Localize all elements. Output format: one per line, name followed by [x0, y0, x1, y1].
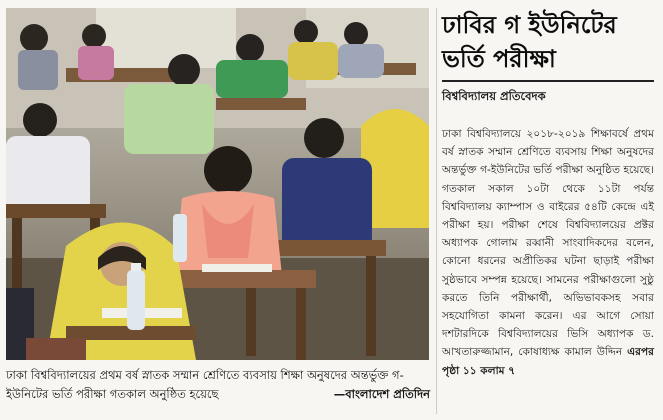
- article-body-text: ঢাকা বিশ্ববিদ্যালয়ে ২০১৮-২০১৯ শিক্ষাবর্ষে প্রথম বর্ষ স্নাতক সম্মান শ্রেণিতে ব্যবসায় শিক্ষা অনুষদের অন্তর্ভুক্ত গ-ইউনিটের ভর্তি পরীক্ষা অনুষ্ঠিত হয়েছে। গতকাল সকাল ১০টা থেকে ১১টা পর্যন্ত বিশ্ববিদ্যালয় ক্যাম্পাস ও বাইরের ৫৪টি কেন্দ্রে এই পরীক্ষা হয়। পরীক্ষা শেষে বিশ্ববিদ্যালয়ের প্রক্টর অধ্যাপক গোলাম রব্বানী সাংবাদিকদের বলেন, কোনো ধরনের অপ্রীতিকর ঘটনা ছাড়াই পরীক্ষা সুষ্ঠভাবে সম্পন্ন হয়েছে। সামনের পরীক্ষাগুলো সুষ্ঠু করতে তিনি পরীক্ষার্থী, অভিভাবকসহ সবার সহযোগিতা কামনা করেন। এর আগে সোয়া দশটারদিকে বিশ্ববিদ্যালয়ের ভিসি অধ্যাপক ড. আখতারুজ্জামান, কোষাধ্যক্ষ কামাল উদ্দিন: [442, 128, 654, 359]
- reporter-byline: বিশ্ববিদ্যালয় প্রতিবেদক: [442, 89, 546, 103]
- headline-line-1: ঢাবির গ ইউনিটের: [442, 10, 617, 39]
- headline: [442, 8, 654, 76]
- photo-credit: —বাংলাদেশ প্রতিদিন: [333, 387, 430, 401]
- exam-hall-illustration: [6, 8, 429, 360]
- headline-line-2: ভর্তি পরীক্ষা: [442, 44, 556, 73]
- photo-caption: [6, 366, 430, 404]
- column-divider: [436, 8, 437, 414]
- article-body: [442, 125, 654, 380]
- article-column: [442, 8, 654, 414]
- continuation-note: এরপর পৃষ্ঠা ১১ কলাম ৭: [442, 346, 654, 377]
- exam-hall-photo: [6, 8, 429, 360]
- headline-rule: [442, 80, 654, 82]
- caption-text: ঢাকা বিশ্ববিদ্যালয়ের প্রথম বর্ষ স্নাতক সম্মান শ্রেণিতে ব্যবসায় শিক্ষা অনুষদের অন্তর্ভুক্ত গ-ইউনিটের ভর্তি পরীক্ষা গতকাল অনুষ্ঠিত হয়েছে: [6, 368, 404, 401]
